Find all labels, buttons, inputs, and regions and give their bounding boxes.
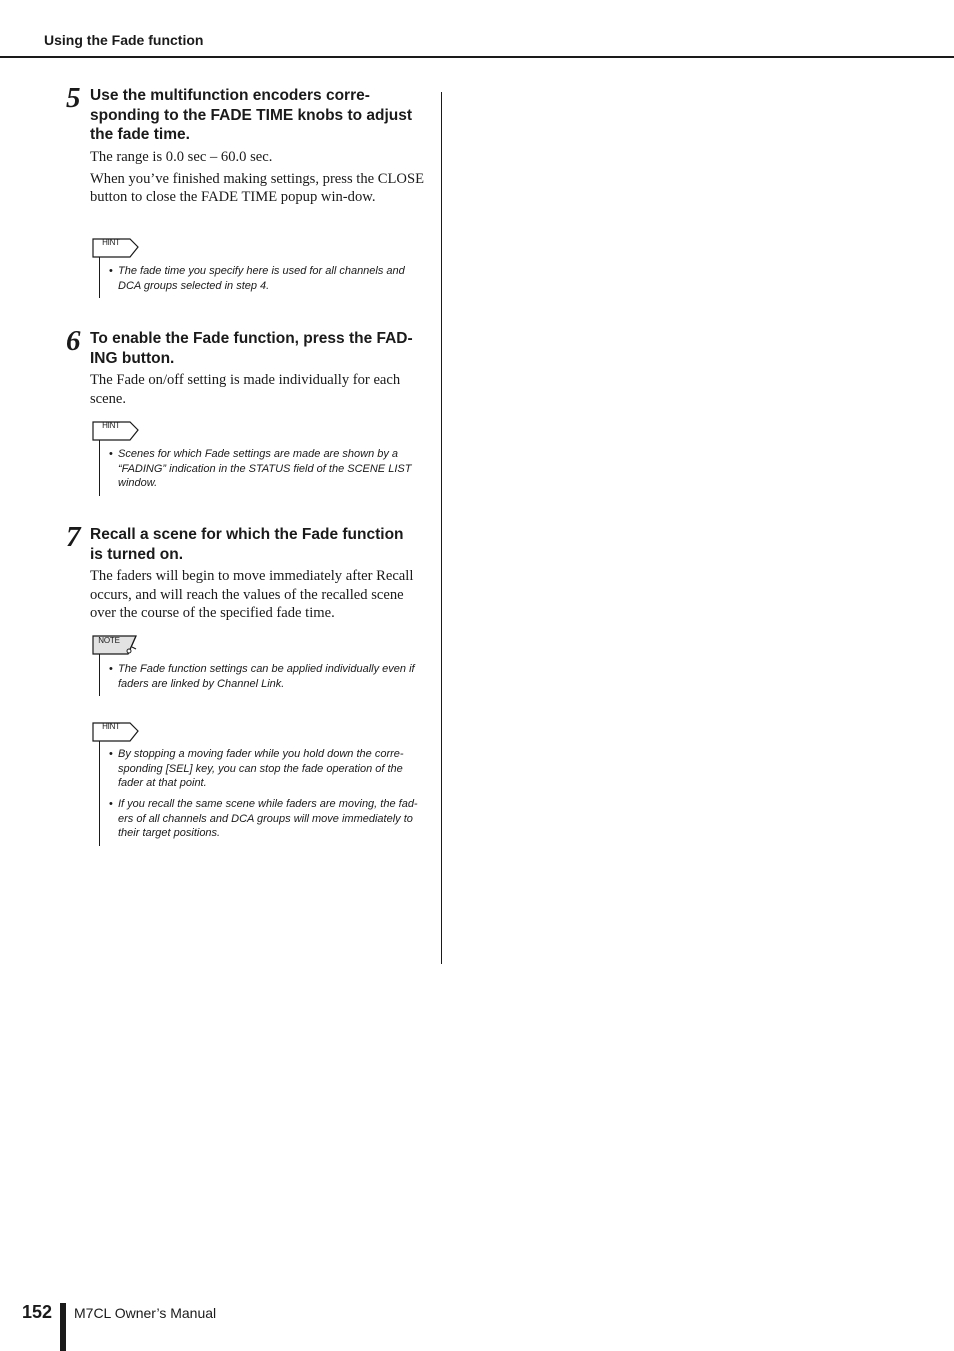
step-title-line: ING button. [90,349,175,367]
note-item [109,264,425,293]
running-header: Using the Fade function [44,32,204,48]
bullet-icon: • [109,798,113,810]
step-title-line: To enable the Fade function, press the FAD- [90,330,413,347]
step-number: 7 [66,521,81,553]
note-text: Scenes for which Fade settings are made are shown by a “FADING” indication in the STATUS field of the SCENE LIST window. [118,448,412,490]
body-paragraph: The faders will begin to move immediately after Recall occurs, and will reach the values of the recalled scene over the course of the specified fade time. [90,568,414,622]
header-rule [0,56,954,58]
hint-tag [92,720,140,744]
step-number: 5 [66,82,81,114]
body-paragraph: The range is 0.0 sec – 60.0 sec. [90,149,273,165]
footer-bar [60,1303,66,1351]
note-item [109,747,425,791]
bullet-icon: • [109,448,113,460]
tag-label: HINT [102,421,120,430]
step-title-line: is turned on. [90,545,183,563]
note-item [109,797,425,841]
bullet-icon: • [109,748,113,760]
page-number: 152 [22,1302,53,1322]
note-text: The fade time you specify here is used for all channels and DCA groups selected in step 4. [118,265,405,292]
step-number: 6 [66,325,81,357]
hint-tag [92,419,140,443]
note-text: If you recall the same scene while faders are moving, the fad-ers of all channels and DCA groups will move immediately to their target positions. [118,798,418,840]
note-item [109,662,425,691]
step-body [90,148,428,210]
step-title [90,329,430,368]
step-body [90,567,428,626]
step-body [90,371,428,411]
step-title-line: the fade time. [90,126,190,143]
hint-tag [92,236,140,260]
bullet-icon: • [109,663,113,675]
note-item [109,447,425,491]
step-title-line: Use the multifunction encoders corre- [90,87,370,104]
manual-title: M7CL Owner’s Manual [74,1305,217,1321]
column-divider [441,92,442,964]
note-tag [92,633,140,657]
step-title-line: Recall a scene for which the Fade function [90,526,404,543]
step-title [90,525,430,564]
tag-label: HINT [102,722,120,731]
step-title-line: sponding to the FADE TIME knobs to adjust [90,106,413,124]
note-text: The Fade function settings can be applied individually even if faders are linked by Channel Link. [118,663,415,690]
step-title [90,86,430,145]
body-paragraph: When you’ve finished making settings, press the CLOSE button to close the FADE TIME popup win-dow. [90,170,424,206]
tag-label: NOTE [98,636,120,645]
note-text: By stopping a moving fader while you hold down the corre-sponding [SEL] key, you can stop the fade operation of the fader at that point. [118,748,404,790]
body-paragraph: The Fade on/off setting is made individually for each scene. [90,372,401,407]
tag-label: HINT [102,238,120,247]
bullet-icon: • [109,265,113,277]
